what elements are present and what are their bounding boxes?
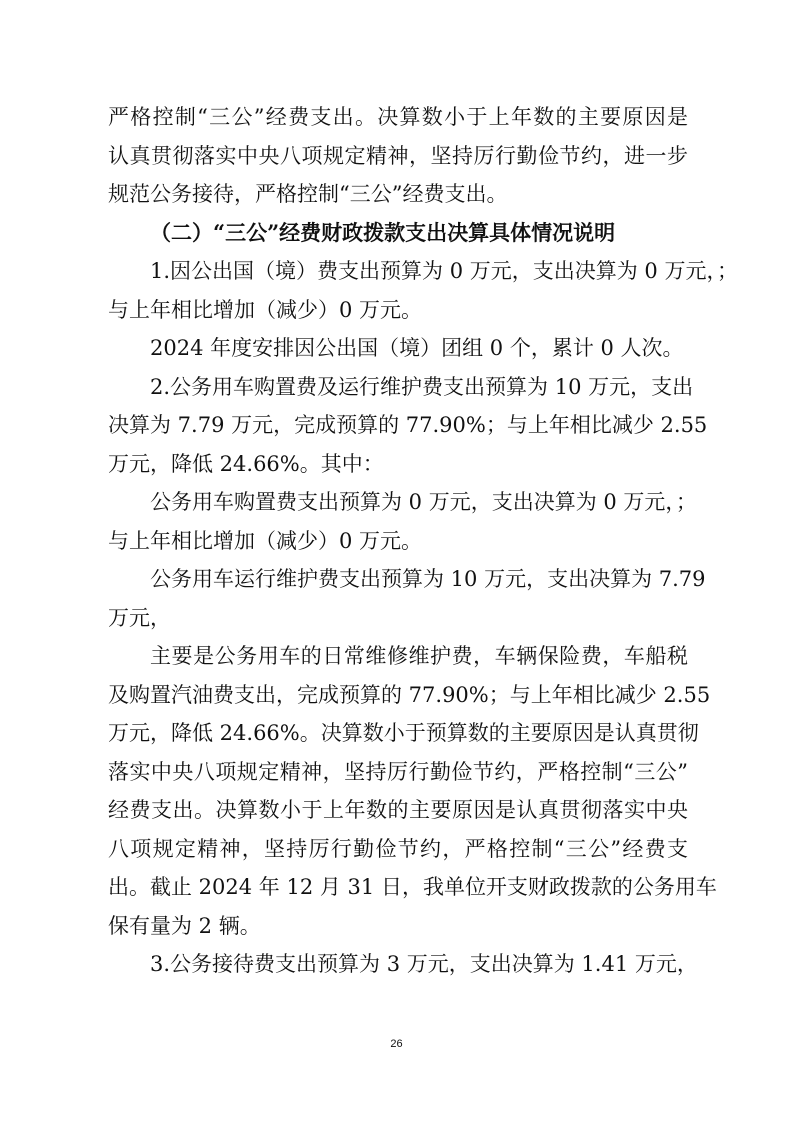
paragraph-line: 与上年相比增加（减少）0 万元。	[108, 297, 423, 322]
paragraph-line: 3.公务接待费支出预算为 3 万元，支出决算为 1.41 万元，	[150, 952, 698, 976]
paragraph-line: 万元，	[108, 605, 171, 630]
paragraph-line: 保有量为 2 辆。	[108, 913, 261, 938]
paragraph-line: 认真贯彻落实中央八项规定精神，坚持厉行勤俭节约，进一步	[108, 143, 688, 168]
paragraph-line: 公务用车购置费支出预算为 0 万元，支出决算为 0 万元，；	[150, 490, 697, 514]
paragraph-line: 严格控制“三公”经费支出。决算数小于上年数的主要原因是	[108, 105, 688, 129]
paragraph-line: 落实中央八项规定精神，坚持厉行勤俭节约，严格控制“三公”	[108, 759, 688, 784]
document-body	[108, 98, 738, 984]
paragraph-line: 2024 年度安排因公出国（境）团组 0 个，累计 0 人次。	[150, 336, 684, 360]
paragraph-line: 万元，降低 24.66%。其中：	[108, 451, 384, 476]
paragraph-line: 1.因公出国（境）费支出预算为 0 万元，支出决算为 0 万元，；	[150, 259, 738, 283]
section-heading: （二）“三公”经费财政拨款支出决算具体情况说明	[150, 219, 616, 245]
page-number: 26	[390, 1038, 403, 1050]
paragraph-line: 经费支出。决算数小于上年数的主要原因是认真贯彻落实中央	[108, 798, 688, 822]
paragraph-line: 与上年相比增加（减少）0 万元。	[108, 528, 423, 553]
paragraph-line: 规范公务接待，严格控制“三公”经费支出。	[108, 182, 508, 206]
paragraph-line: 八项规定精神，坚持厉行勤俭节约，严格控制“三公”经费支	[108, 836, 688, 861]
paragraph-line: 万元，降低 24.66%。决算数小于预算数的主要原因是认真贯彻	[108, 721, 699, 745]
paragraph-line: 决算为 7.79 万元，完成预算的 77.90%；与上年相比减少 2.55	[108, 413, 708, 437]
paragraph-line: 及购置汽油费支出，完成预算的 77.90%；与上年相比减少 2.55	[108, 682, 711, 707]
paragraph-line: 主要是公务用车的日常维修维护费，车辆保险费，车船税	[150, 644, 688, 668]
paragraph-line: 出。截止 2024 年 12 月 31 日，我单位开支财政拨款的公务用车	[108, 875, 717, 899]
paragraph-line: 2.公务用车购置费及运行维护费支出预算为 10 万元，支出	[150, 374, 694, 399]
paragraph-line: 公务用车运行维护费支出预算为 10 万元，支出决算为 7.79	[150, 567, 706, 591]
